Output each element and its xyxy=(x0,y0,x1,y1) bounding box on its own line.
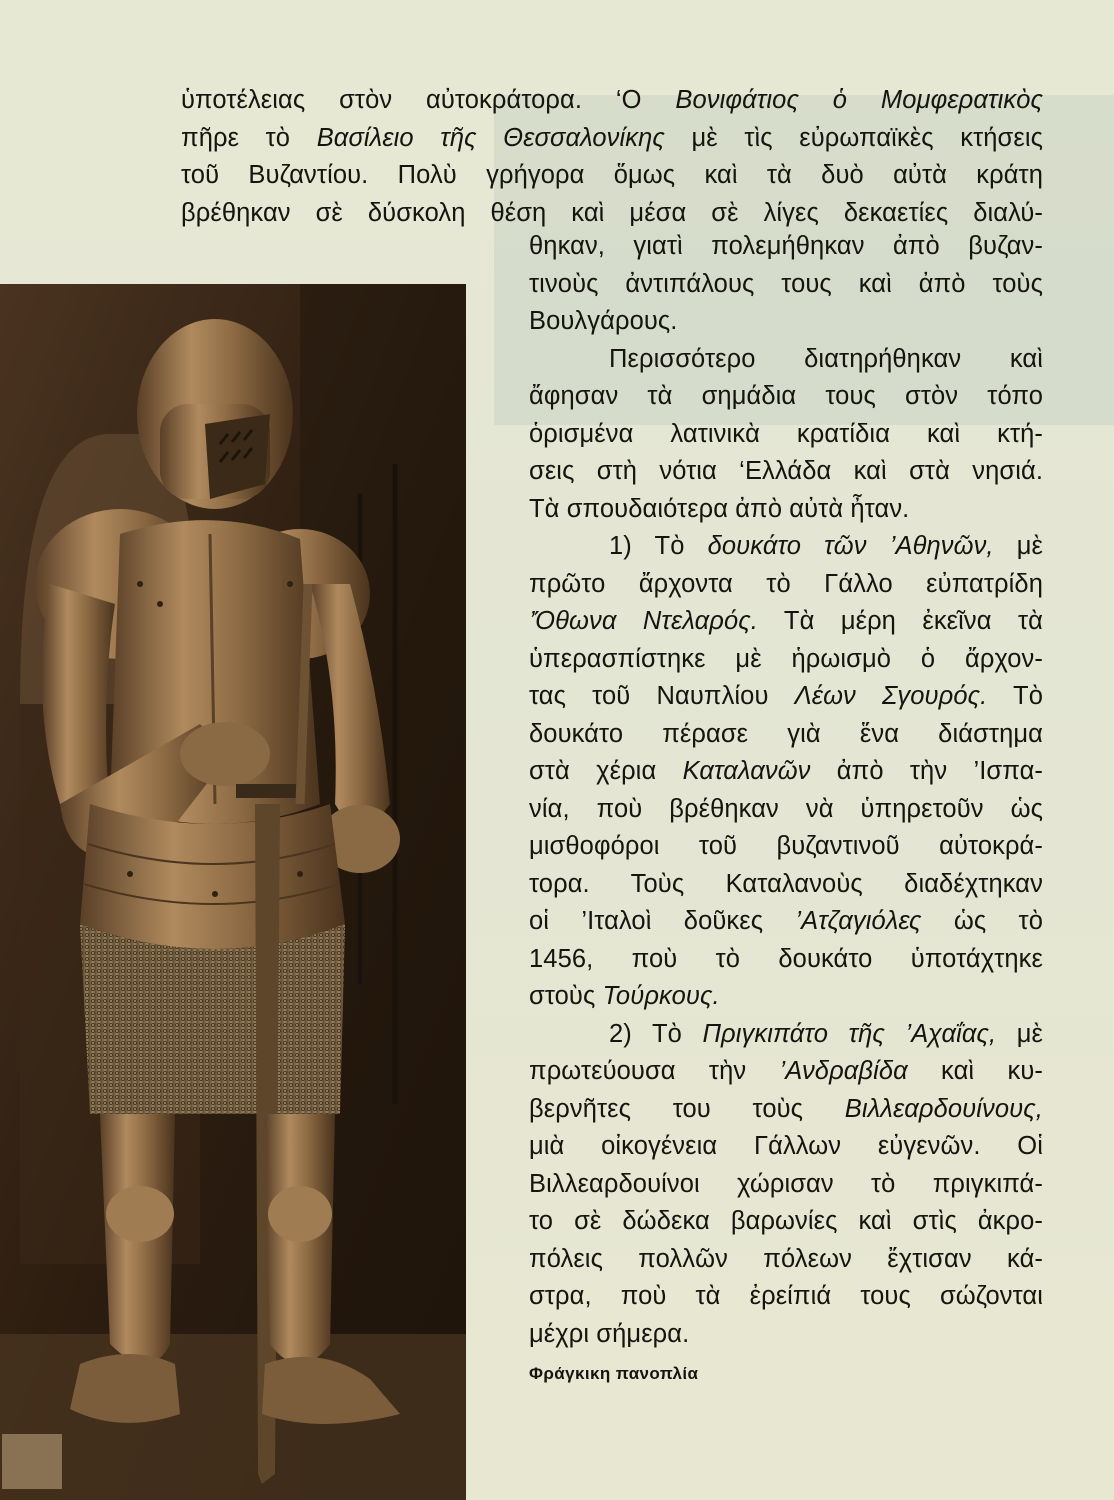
italic-term: δουκάτο τῶν ’Αθηνῶν, xyxy=(707,532,994,560)
text-run: 1456, ποὺ τὸ δουκάτο ὑποτάχτηκε xyxy=(529,944,1043,973)
italic-term: Πριγκιπάτο τῆς ’Αχαΐας, xyxy=(702,1019,997,1048)
italic-term: ’Όθωνα Ντελαρός. xyxy=(529,607,758,635)
text-run: μέχρι σήμερα. xyxy=(529,1319,690,1348)
text-line xyxy=(529,1241,1043,1279)
text-line xyxy=(529,1128,1043,1166)
text-line xyxy=(529,903,1043,941)
text-run: στὰ χέρια xyxy=(529,757,683,785)
text-run: τορα. Τοὺς Καταλανοὺς διαδέχτηκαν xyxy=(529,869,1043,898)
text-line xyxy=(529,753,1043,791)
text-line xyxy=(529,678,1043,716)
italic-term: Καταλανῶν xyxy=(682,757,811,785)
text-line xyxy=(529,716,1043,754)
text-line xyxy=(529,941,1043,979)
text-line xyxy=(529,228,1043,266)
text-line xyxy=(529,828,1043,866)
text-run: πῆρε τὸ xyxy=(181,123,317,152)
text-line xyxy=(529,1016,1043,1054)
text-run: μιὰ οἰκογένεια Γάλλων εὐγενῶν. Οἱ xyxy=(529,1132,1043,1160)
text-line xyxy=(529,1278,1043,1316)
text-line xyxy=(529,341,1043,379)
text-run: ὡς τὸ xyxy=(921,907,1043,935)
text-line xyxy=(529,416,1043,454)
text-line xyxy=(529,1091,1043,1129)
text-run: σεις στὴ νότια ‘Ελλάδα καὶ στὰ νησιά. xyxy=(529,457,1043,485)
text-run: Τὸ xyxy=(987,682,1043,710)
text-run: μισθοφόροι τοῦ βυζαντινοῦ αὐτοκρά- xyxy=(529,832,1043,860)
text-run: μὲ xyxy=(993,532,1043,560)
text-line xyxy=(529,603,1043,641)
italic-term: Βονιφάτιος ὁ Μομφερατικὸς xyxy=(675,86,1044,114)
text-run: ὑπερασπίστηκε μὲ ἡρωισμὸ ὁ ἄρχον- xyxy=(529,644,1043,673)
text-run: δουκάτο πέρασε γιὰ ἕνα διάστημα xyxy=(529,719,1043,748)
italic-term: Λέων Σγουρός. xyxy=(794,682,988,710)
text-run: οἱ ’Ιταλοὶ δοῦκες xyxy=(529,907,796,935)
text-run: μὲ xyxy=(996,1019,1043,1048)
text-line xyxy=(529,303,1043,341)
text-run: πόλεις πολλῶν πόλεων ἔχτισαν κά- xyxy=(529,1244,1043,1273)
text-run: βερνῆτες του τοὺς xyxy=(529,1094,845,1123)
text-line xyxy=(529,1316,1043,1354)
photo-caption: Φράγκικη πανοπλία xyxy=(529,1364,699,1383)
text-line xyxy=(529,1166,1043,1204)
italic-term: ’Ατζαγιόλες xyxy=(795,907,922,935)
text-run: 2) Τὸ xyxy=(609,1019,703,1048)
text-run: μὲ τὶς εὐρωπαϊκὲς κτήσεις xyxy=(664,123,1043,152)
text-run: Τὰ σπουδαιότερα ἀπὸ αὐτὰ ἦταν. xyxy=(529,494,910,523)
text-line xyxy=(529,378,1043,416)
italic-term: Τούρκους. xyxy=(602,982,720,1010)
text-line xyxy=(529,866,1043,904)
text-run: πρῶτο ἄρχοντα τὸ Γάλλο εὐπατρίδη xyxy=(529,569,1043,598)
italic-term: Βασίλειο τῆς Θεσσαλονίκης xyxy=(316,123,665,152)
text-run: καὶ κυ- xyxy=(907,1057,1043,1085)
text-line xyxy=(529,266,1043,304)
frankish-armor-illustration xyxy=(0,284,466,1500)
text-run: ὁρισμένα λατινικὰ κρατίδια καὶ κτή- xyxy=(529,419,1043,448)
text-run: βρέθηκαν σὲ δύσκολη θέση καὶ μέσα σὲ λίγες δεκαετίες διαλύ- xyxy=(181,198,1043,227)
text-line xyxy=(181,82,1043,120)
text-run: Βιλλεαρδουίνοι χώρισαν τὸ πριγκιπά- xyxy=(529,1169,1043,1198)
text-run: τινοὺς ἀντιπάλους τους καὶ ἀπὸ τοὺς xyxy=(529,269,1043,298)
text-run: ὑποτέλειας στὸν αὐτοκράτορα. ‘Ο xyxy=(181,86,676,114)
text-line xyxy=(529,1053,1043,1091)
text-run: νία, ποὺ βρέθηκαν νὰ ὑπηρετοῦν ὡς xyxy=(529,794,1043,823)
text-run: Περισσότερο διατηρήθηκαν καὶ xyxy=(609,344,1043,373)
text-run: στοὺς xyxy=(529,982,603,1010)
text-run: στρα, ποὺ τὰ ἐρείπιά τους σώζονται xyxy=(529,1282,1043,1310)
text-line xyxy=(181,195,1043,233)
text-run: Βουλγάρους. xyxy=(529,307,678,335)
text-line xyxy=(181,157,1043,195)
text-run: το σὲ δώδεκα βαρωνίες καὶ στὶς ἀκρο- xyxy=(529,1207,1043,1235)
text-line xyxy=(529,791,1043,829)
text-line xyxy=(529,491,1043,529)
text-line xyxy=(529,641,1043,679)
text-run: ἀπὸ τὴν ’Ισπα- xyxy=(810,757,1043,785)
text-line xyxy=(181,120,1043,158)
text-run: πρωτεύουσα τὴν xyxy=(529,1057,780,1085)
italic-term: Βιλλεαρδουίνους, xyxy=(844,1094,1043,1123)
text-run: ἄφησαν τὰ σημάδια τους στὸν τόπο xyxy=(529,382,1043,410)
text-run: Τὰ μέρη ἐκεῖνα τὰ xyxy=(757,607,1044,635)
text-line xyxy=(529,978,1043,1016)
top-paragraph xyxy=(181,82,1043,232)
italic-term: ’Ανδραβίδα xyxy=(779,1057,908,1085)
text-line xyxy=(529,1203,1043,1241)
text-run: τας τοῦ Ναυπλίου xyxy=(529,682,795,710)
text-run: τοῦ Βυζαντίου. Πολὺ γρήγορα ὅμως καὶ τὰ δυὸ αὐτὰ κράτη xyxy=(181,161,1043,189)
text-line xyxy=(529,453,1043,491)
right-column-text xyxy=(529,228,1043,1353)
text-run: 1) Τὸ xyxy=(609,532,708,560)
text-run: θηκαν, γιατὶ πολεμήθηκαν ἀπὸ βυζαν- xyxy=(529,232,1043,260)
text-line xyxy=(529,566,1043,604)
armor-photo xyxy=(0,284,466,1500)
text-line xyxy=(529,528,1043,566)
